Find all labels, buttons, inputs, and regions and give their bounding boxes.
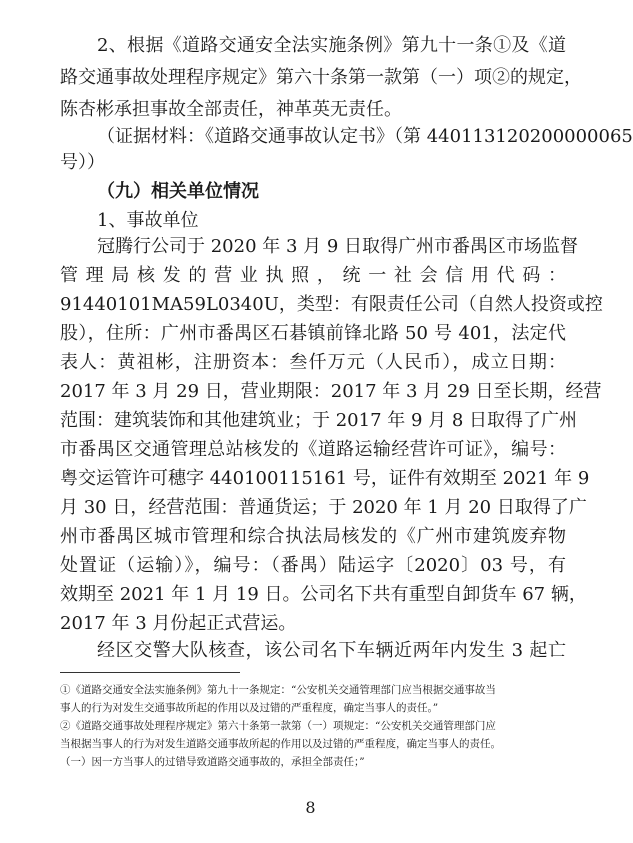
footnote-2-line-2: 当根据当事人的行为对发生道路交通事故所起的作用以及过错的严重程度，确定当事人的责任。 (60, 738, 501, 750)
company-line-8: 市番禺区交通管理总站核发的《道路运输经营许可证》，编号： (60, 439, 566, 460)
para1-line-1: 2、根据《道路交通安全法实施条例》第九十一条①及《道 (97, 35, 566, 56)
company-line-3: 91440101MA59L0340U，类型：有限责任公司（自然人投资或控 (60, 294, 603, 315)
company-line-11: 州市番禺区城市管理和综合执法局核发的《广州市建筑废弃物 (60, 526, 566, 547)
page-number: 8 (305, 798, 316, 817)
company-line-14: 2017 年 3 月份起正式营运。 (60, 613, 297, 634)
company-line-9: 粤交运管许可穗字 440100115161 号，证件有效期至 2021 年 9 (60, 468, 590, 489)
footnote-2-line-3: （一）因一方当事人的过错导致道路交通事故的，承担全部责任；” (60, 756, 365, 768)
footnote-1-line-1: ①《道路交通安全法实施条例》第九十一条规定：“公安机关交通管理部门应当根据交通事故当 (60, 684, 496, 696)
evidence-line-2: 号）） (60, 152, 105, 173)
section-heading: （九）相关单位情况 (97, 181, 259, 202)
footnote-1-line-2: 事人的行为对发生交通事故所起的作用以及过错的严重程度，确定当事人的责任。” (60, 702, 439, 714)
sub-heading: 1、事故单位 (97, 210, 199, 231)
company-line-1: 冠腾行公司于 2020 年 3 月 9 日取得广州市番禺区市场监督 (97, 236, 579, 257)
footnote-2-line-1: ②《道路交通事故处理程序规定》第六十条第一款第（一）项规定：“公安机关交通管理部门应 (60, 720, 496, 732)
evidence-line-1: （证据材料：《道路交通事故认定书》（第 440113120200000065 (97, 126, 633, 147)
company-line-4: 股），住所：广州市番禺区石碁镇前锋北路 50 号 401，法定代 (60, 323, 566, 344)
company-line-6: 2017 年 3 月 29 日，营业期限：2017 年 3 月 29 日至长期，经营 (60, 381, 602, 402)
para1-line-3: 陈杏彬承担事故全部责任，神革英无责任。 (60, 99, 402, 120)
company-line-12: 处置证（运输）》，编号：（番禺）陆运字〔2020〕03 号，有 (60, 555, 566, 576)
company-line-7: 范围：建筑装饰和其他建筑业；于 2017 年 9 月 8 日取得了广州 (60, 410, 578, 431)
last-paragraph-line-1: 经区交警大队核查，该公司名下车辆近两年内发生 3 起亡 (97, 640, 566, 661)
footnote-separator (60, 672, 240, 673)
para1-line-2: 路交通事故处理程序规定》第六十条第一款第（一）项②的规定， (60, 67, 582, 88)
company-line-13: 效期至 2021 年 1 月 19 日。公司名下共有重型自卸货车 67 辆， (60, 584, 587, 605)
company-line-2: 管理局核发的营业执照，统一社会信用代码： (60, 265, 566, 286)
company-line-10: 月 30 日，经营范围：普通货运；于 2020 年 1 月 20 日取得了广 (60, 497, 587, 518)
company-line-5: 表人：黄祖彬，注册资本：叁仟万元（人民币），成立日期： (60, 352, 566, 373)
